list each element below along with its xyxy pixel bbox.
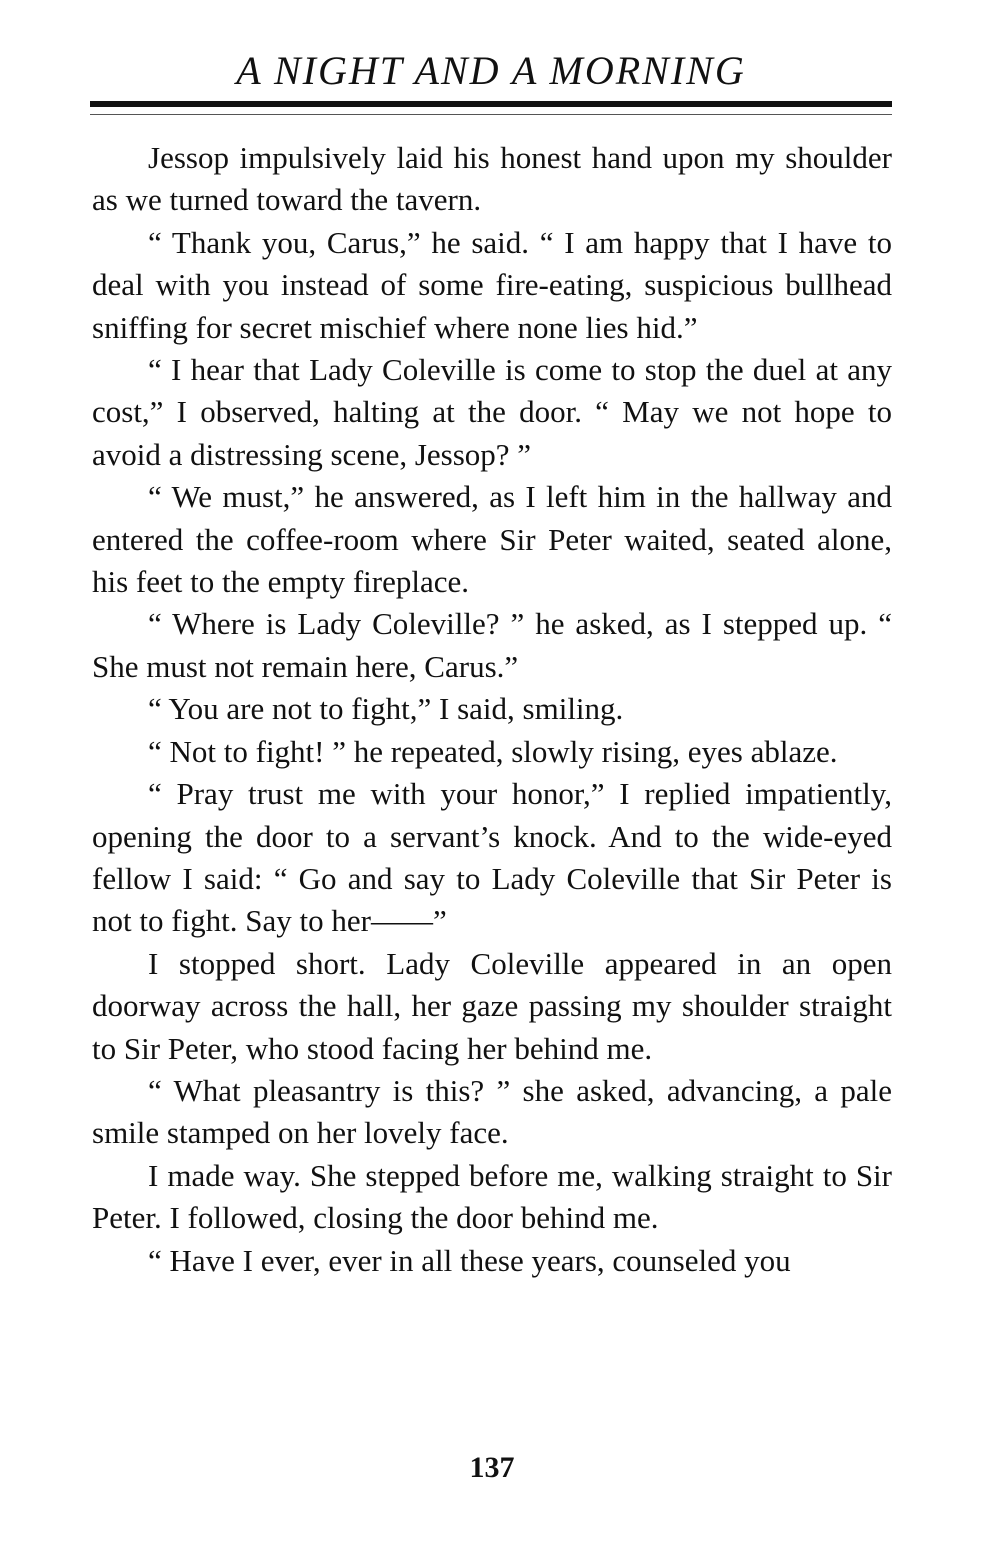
paragraph: “ What pleasantry is this? ” she asked, advancing, a pale smile stamped on her lovely face.: [92, 1072, 892, 1151]
paragraph: “ Where is Lady Coleville? ” he asked, as I stepped up. “ She must not remain here, Carus.”: [92, 606, 892, 684]
page-number: 137: [469, 1451, 515, 1484]
paragraph: “ Have I ever, ever in all these years, counseled you: [148, 1242, 791, 1278]
paragraph: I made way. She stepped before me, walking straight to Sir Peter. I followed, closing the door behind me.: [92, 1157, 892, 1236]
paragraph: “ We must,” he answered, as I left him in the hallway and entered the coffee-room where Sir Peter waited, seated alone, his feet to the empty fireplace.: [92, 479, 892, 600]
paragraph: “ You are not to fight,” I said, smiling.: [148, 691, 624, 727]
paragraph: I stopped short. Lady Coleville appeared in an open doorway across the hall, her gaze passing my shoulder straight to Sir Peter, who stood facing her behind me.: [92, 945, 892, 1066]
running-head: A NIGHT AND A MORNING: [236, 48, 746, 93]
paragraph: “ Thank you, Carus,” he said. “ I am happy that I have to deal with you instead of some fire-eating, suspicious bullhead sniffing for secret mischief where none lies hid.”: [92, 224, 892, 345]
body-text: [92, 137, 892, 1282]
header-rule-thin: [90, 114, 892, 115]
paragraph: “ Pray trust me with your honor,” I replied impatiently, opening the door to a servant’s knock. And to the wide-eyed fellow I said: “ Go and say to Lady Coleville that Sir Peter is not to fight. Say to her——”: [92, 776, 892, 939]
paragraph: “ I hear that Lady Coleville is come to stop the duel at any cost,” I observed, halting at the door. “ May we not hope to avoid a distressing scene, Jessop? ”: [92, 352, 892, 472]
paragraph: “ Not to fight! ” he repeated, slowly rising, eyes ablaze.: [148, 733, 838, 769]
header-rule-thick: [90, 101, 892, 107]
paragraph: Jessop impulsively laid his honest hand upon my shoulder as we turned toward the tavern.: [92, 140, 892, 218]
